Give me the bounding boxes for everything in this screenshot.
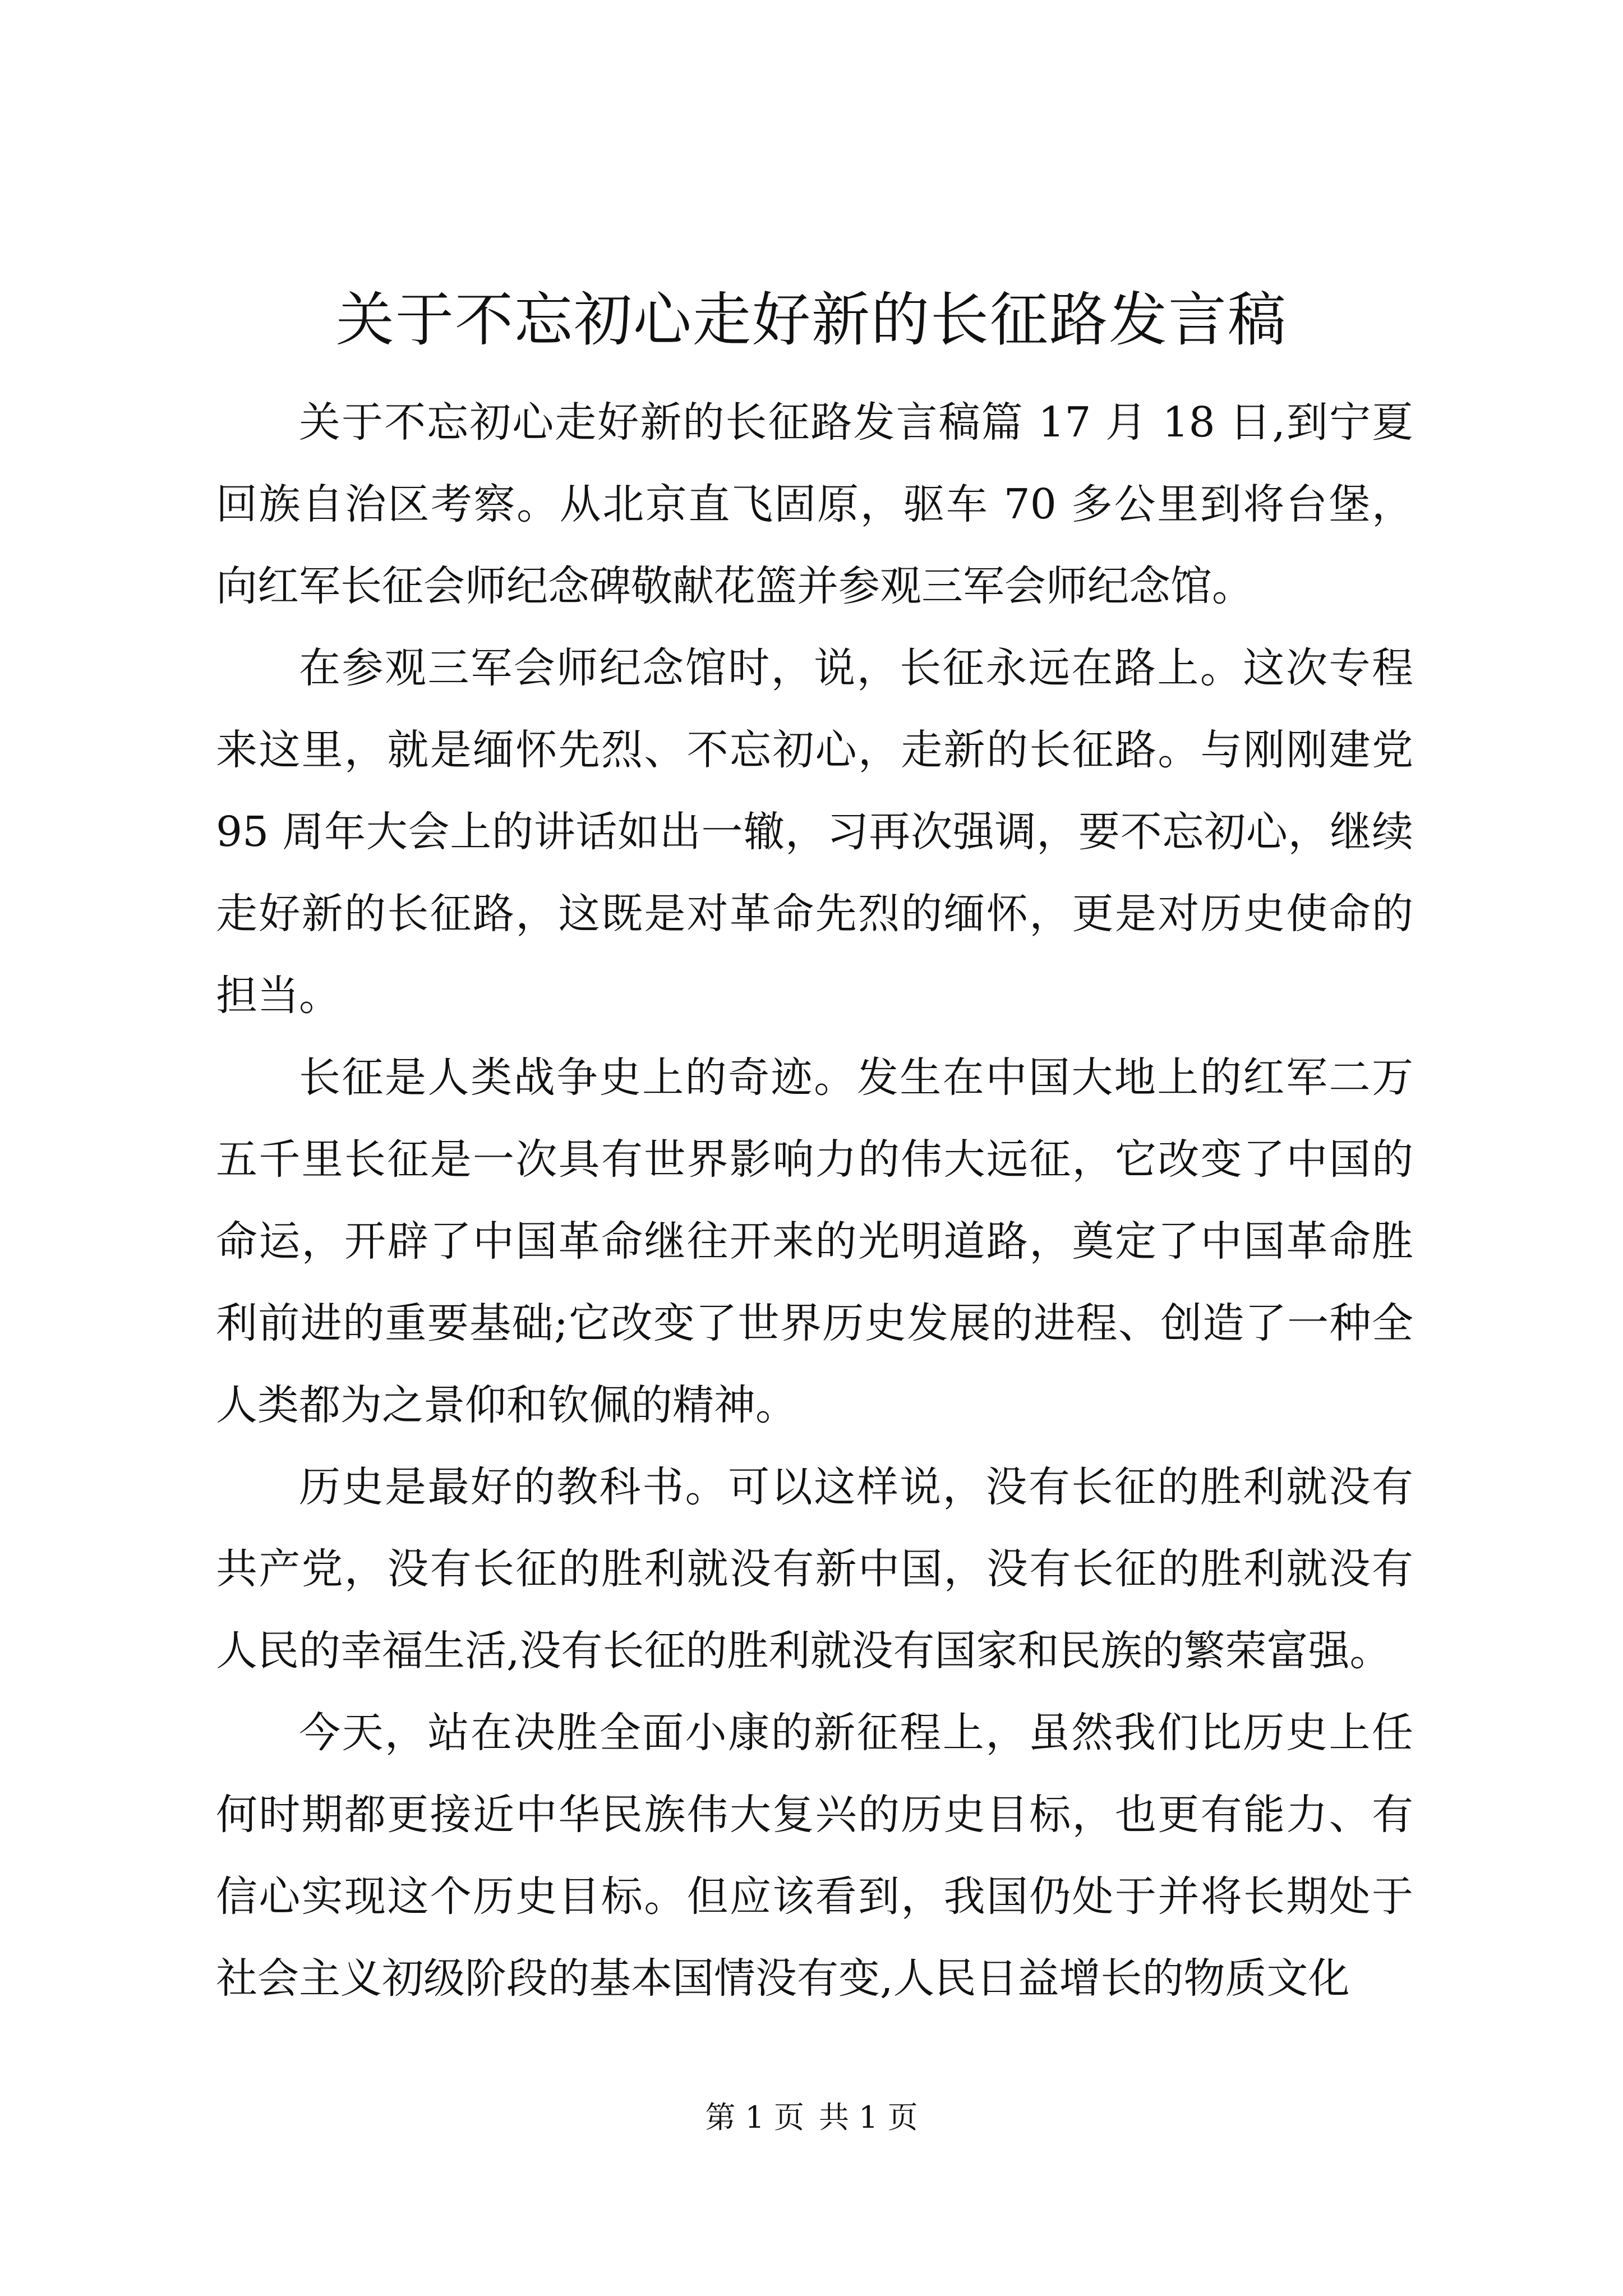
- paragraph-3: 长征是人类战争史上的奇迹。发生在中国大地上的红军二万五千里长征是一次具有世界影响力的伟大远征，它改变了中国的命运，开辟了中国革命继往开来的光明道路，奠定了中国革命胜利前进的重要基础;它改变了世界历史发展的进程、创造了一种全人类都为之景仰和钦佩的精神。: [216, 1053, 1413, 1429]
- page-footer: [0, 2095, 1623, 2140]
- page-total: 共 1 页: [819, 2100, 918, 2135]
- paragraph-1: 关于不忘初心走好新的长征路发言稿篇 17 月 18 日,到宁夏回族自治区考察。从北京直飞固原，驱车 70 多公里到将台堡，向红军长征会师纪念碑敬献花篮并参观三军会师纪念馆。: [216, 398, 1413, 610]
- paragraph-4: 历史是最好的教科书。可以这样说，没有长征的胜利就没有共产党，没有长征的胜利就没有新中国，没有长征的胜利就没有人民的幸福生活,没有长征的胜利就没有国家和民族的繁荣富强。: [216, 1463, 1413, 1675]
- paragraph-5: 今天，站在决胜全面小康的新征程上，虽然我们比历史上任何时期都更接近中华民族伟大复兴的历史目标，也更有能力、有信心实现这个历史目标。但应该看到，我国仍处于并将长期处于社会主义初级阶段的基本国情没有变,人民日益增长的物质文化: [216, 1709, 1413, 2003]
- page-number: 第 1 页: [705, 2100, 804, 2135]
- document-title: 关于不忘初心走好新的长征路发言稿: [335, 286, 1287, 354]
- paragraph-2: 在参观三军会师纪念馆时，说，长征永远在路上。这次专程来这里，就是缅怀先烈、不忘初心，走新的长征路。与刚刚建党 95 周年大会上的讲话如出一辙，习再次强调，要不忘初心，继续走好新的长征路，这既是对革命先烈的缅怀，更是对历史使命的担当。: [216, 644, 1413, 1020]
- document-body: [216, 381, 1413, 2019]
